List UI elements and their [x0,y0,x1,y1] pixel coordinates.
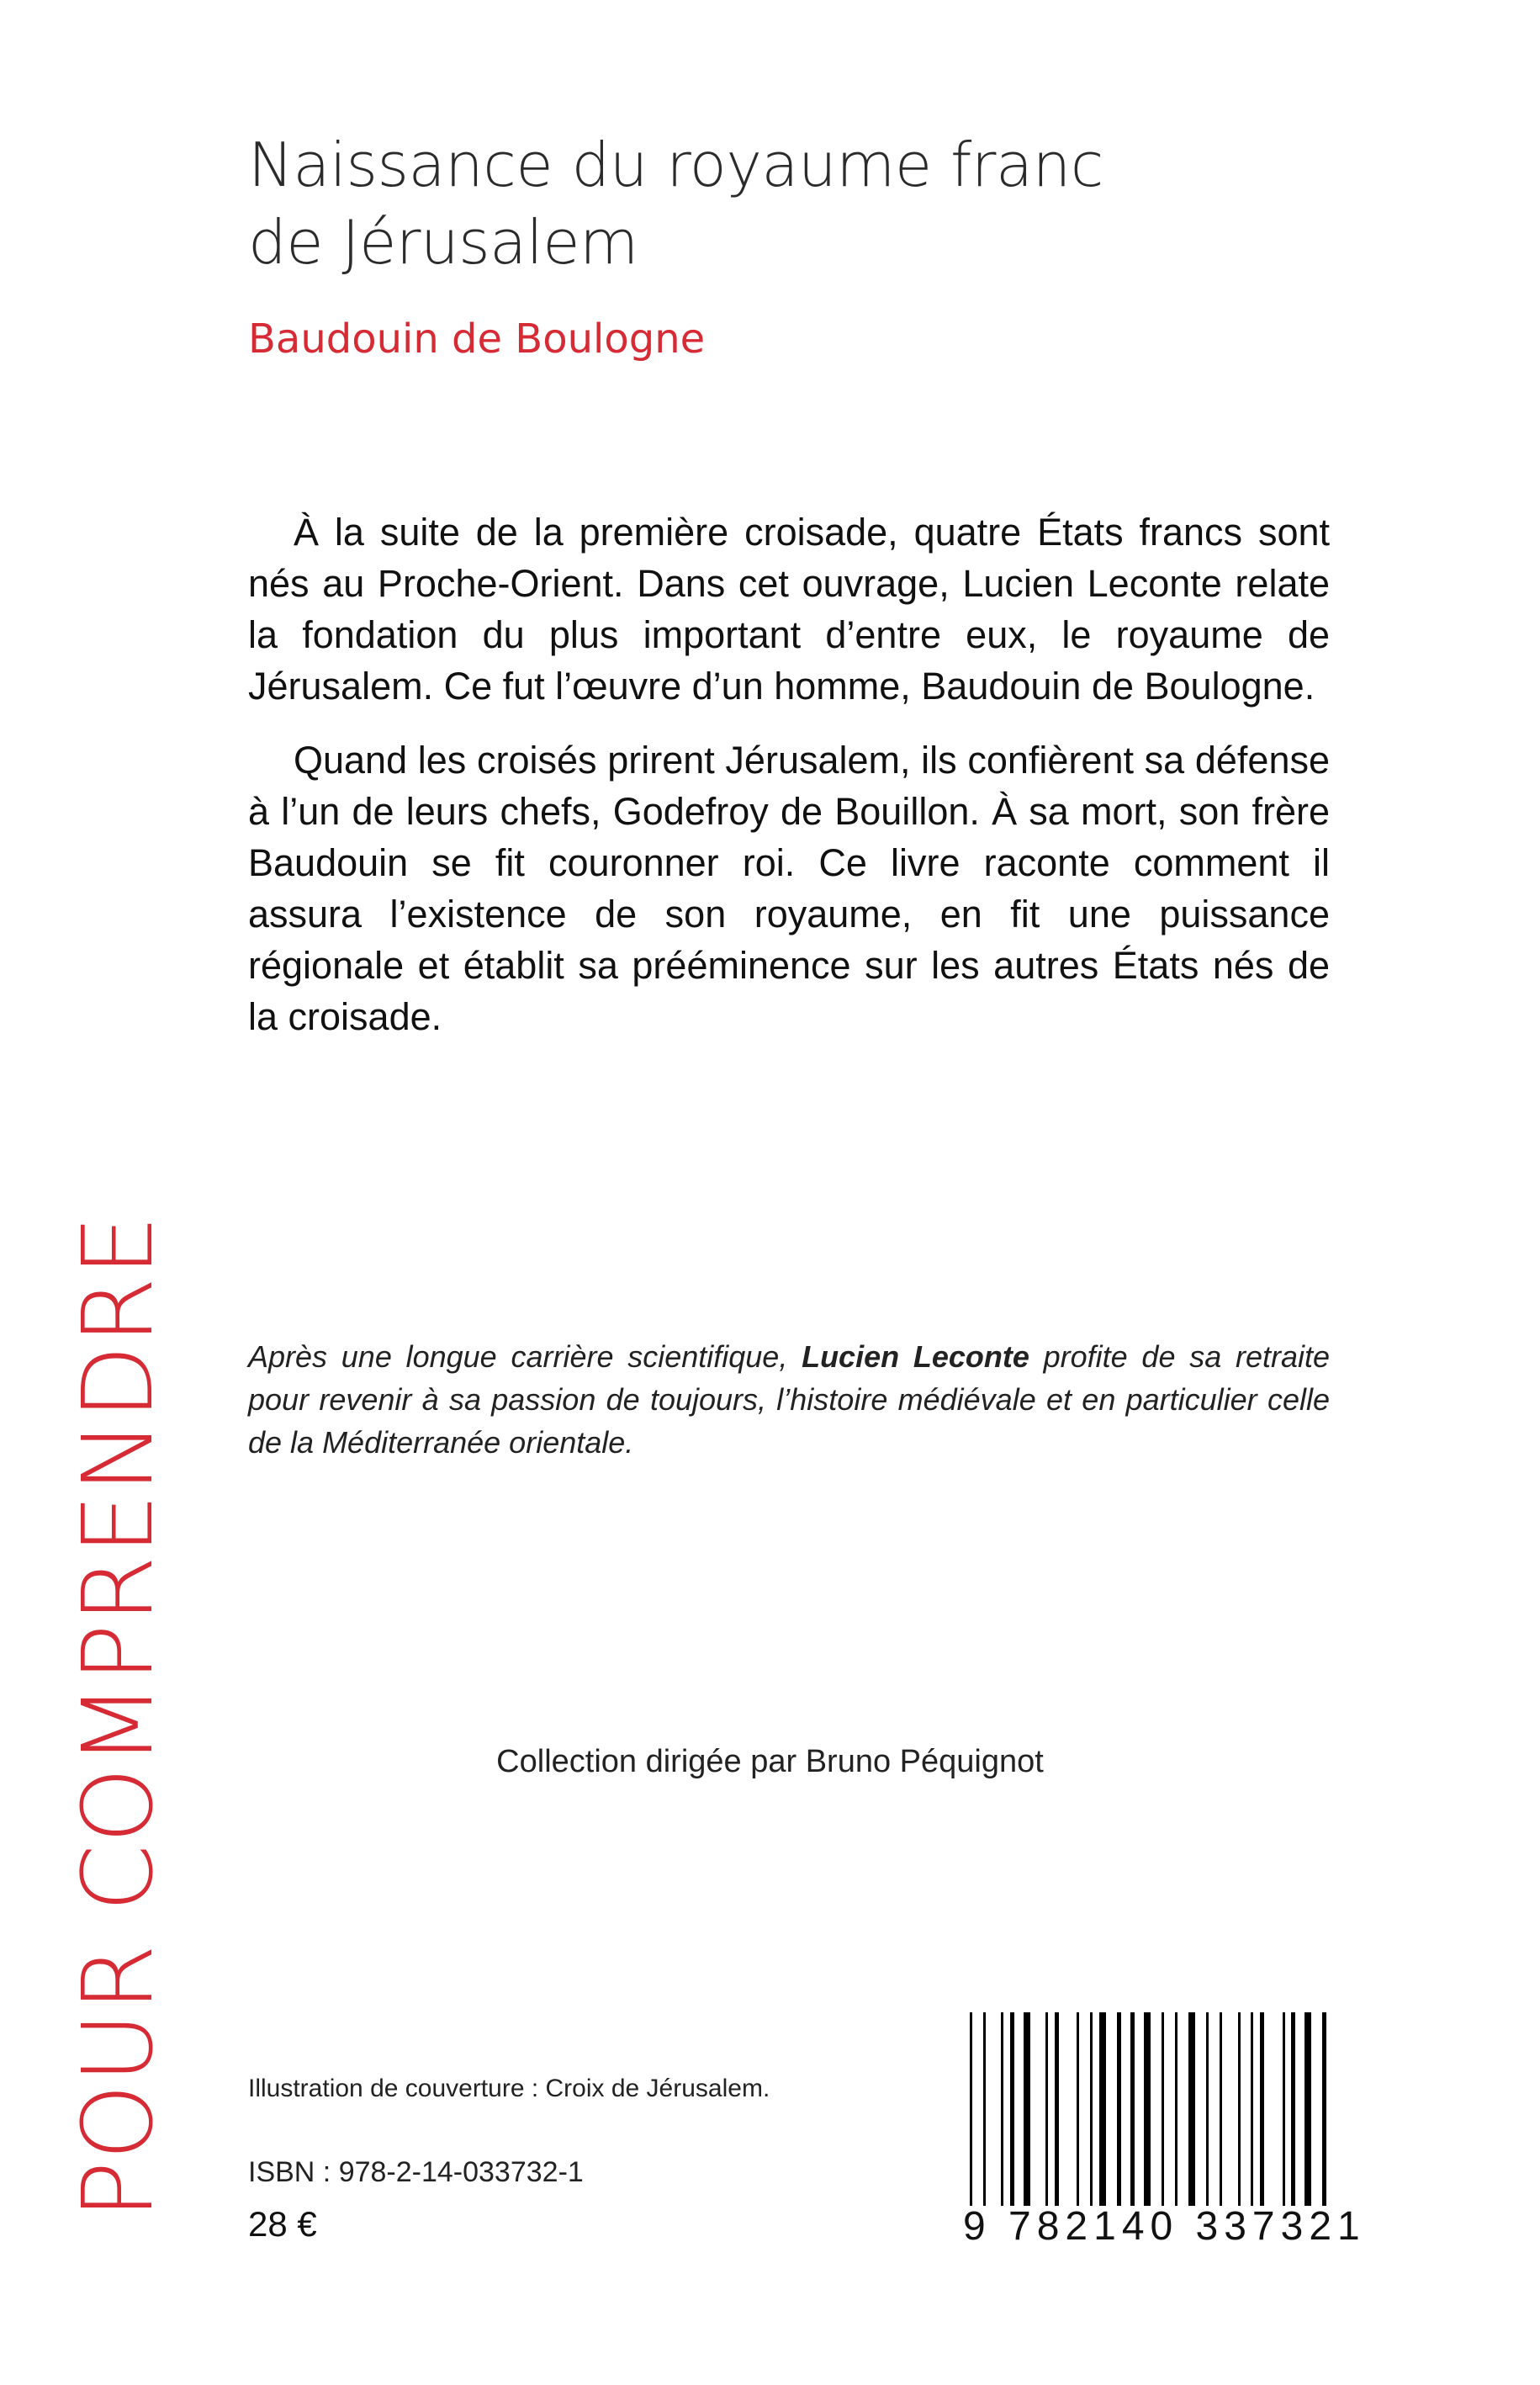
barcode-bar [1206,2012,1209,2206]
barcode [963,2012,1366,2249]
collection-note: Collection dirigée par Bruno Péquignot [496,1744,1044,1779]
barcode-bar [1077,2012,1079,2206]
barcode-digits: 9 782140 337321 [963,2204,1366,2249]
author-name: Lucien Leconte [802,1339,1029,1374]
barcode-bar [970,2012,972,2206]
barcode-bar [1305,2012,1311,2206]
barcode-bar [1322,2012,1326,2206]
barcode-bar [1001,2012,1003,2206]
book-subtitle: Baudouin de Boulogne [248,315,706,363]
barcode-bar [1251,2012,1253,2206]
blurb-paragraph-2: Quand les croisés prirent Jérusalem, ils confièrent sa défense à l’un de leurs chefs, Godefroy de Bouillon. À sa mort, son frère Baudouin se fit couronner roi. Ce livre raconte comment il assura l’existence de son royaume, en fit une puissance régionale et établit sa prééminence sur les autres États nés de la croisade. [248,739,1330,1038]
book-title-line-1: Naissance du royaume franc [248,130,1103,200]
barcode-bar [1175,2012,1177,2206]
book-title [248,126,1342,281]
barcode-bar [1188,2012,1195,2206]
barcode-bar [1291,2012,1295,2206]
barcode-bar [1024,2012,1030,2206]
price: 28 € [248,2204,317,2244]
barcode-bar [983,2012,986,2206]
barcode-bar [1090,2012,1093,2206]
barcode-bar [1220,2012,1222,2206]
book-title-line-2: de Jérusalem [248,207,638,278]
barcode-bar [1283,2012,1285,2206]
barcode-bar [1162,2012,1164,2206]
series-name: POUR COMPRENDRE [62,1214,175,2219]
barcode-bar [1045,2012,1048,2206]
barcode-bar [1130,2012,1135,2206]
barcode-bar [1099,2012,1106,2206]
barcode-bars [970,2012,1331,2206]
barcode-bar [1055,2012,1059,2206]
author-bio [248,1335,1330,1464]
author-bio-rest: profite de sa retraite pour revenir à sa passion de toujours, l’histoire médiévale et en particulier celle de la Méditerranée orientale. [248,1339,1331,1460]
author-bio-intro: Après une longue carrière scientifique, [248,1339,802,1374]
barcode-bar [1010,2012,1014,2206]
barcode-bar [1260,2012,1264,2206]
cover-credit: Illustration de couverture : Croix de Jérusalem. [248,2075,770,2102]
barcode-bar [1238,2012,1241,2206]
barcode-bar [1117,2012,1121,2206]
barcode-bar [1144,2012,1151,2206]
blurb-paragraph-1: À la suite de la première croisade, quatre États francs sont nés au Proche-Orient. Dans cet ouvrage, Lucien Leconte relate la fondation du plus important d’entre eux, le royaume de Jérusalem. Ce fut l’œuvre d’un homme, Baudouin de Boulogne. [248,511,1330,708]
isbn: ISBN : 978-2-14-033732-1 [248,2156,584,2188]
